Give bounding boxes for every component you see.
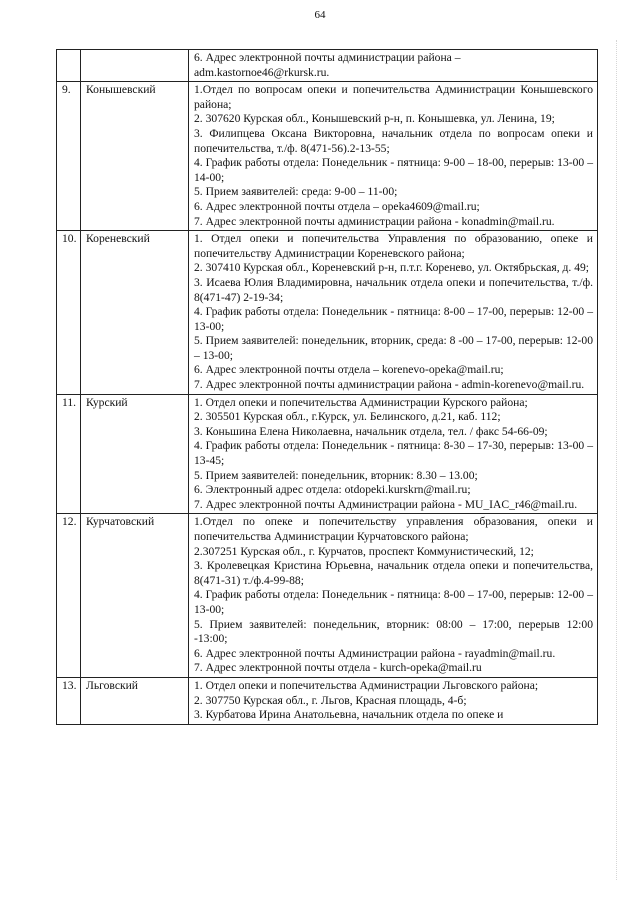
info-line: 1. Отдел опеки и попечительства Администрации Льговского района; — [194, 678, 539, 692]
district-name-cell: Конышевский — [81, 82, 189, 231]
district-name-cell: Кореневский — [81, 231, 189, 395]
info-line: 7. Адрес электронной почты администрации района - konadmin@mail.ru. — [194, 214, 555, 228]
table-row — [57, 514, 598, 678]
info-line: 3. Филипцева Оксана Викторовна, начальник отдела по вопросам опеки и попечительства, т./ф. 8(471-56).2-13-55; — [194, 126, 593, 155]
info-line: 6. Адрес электронной почты отдела – korenevo-opeka@mail.ru; — [194, 363, 504, 377]
district-name-cell — [81, 50, 189, 82]
contact-info-cell — [189, 82, 598, 231]
contact-info-cell — [189, 677, 598, 724]
info-line: 6. Адрес электронной почты администрации района – — [194, 51, 461, 64]
contact-info-cell — [189, 514, 598, 678]
info-line: 1.Отдел по опеке и попечительству управления образования, опеки и попечительства Администрации Курчатовского района; — [194, 515, 593, 543]
row-number-cell: 10. — [57, 231, 81, 395]
district-name-cell: Курский — [81, 394, 189, 514]
row-number-cell: 12. — [57, 514, 81, 678]
district-name-cell: Курчатовский — [81, 514, 189, 678]
row-number-cell: 13. — [57, 677, 81, 724]
scan-edge-artifact — [616, 40, 621, 880]
table-row — [57, 231, 598, 395]
info-line: 6. Адрес электронной почты отдела – opeka4609@mail.ru; — [194, 199, 480, 213]
info-line: 1. Отдел опеки и попечительства Администрации Курского района; — [194, 395, 528, 409]
info-line: 4. График работы отдела: Понедельник - пятница: 8-00 – 17-00, перерыв: 12-00 – 13-00; — [194, 588, 593, 616]
info-line: 3. Коньшина Елена Николаевна, начальник отдела, тел. / факс 54-66-09; — [194, 424, 548, 438]
row-number-cell: 9. — [57, 82, 81, 231]
info-line: 5. Прием заявителей: среда: 9-00 – 11-00; — [194, 185, 398, 199]
contact-info-cell — [189, 50, 598, 82]
row-number-cell: 11. — [57, 394, 81, 514]
info-line: 1. Отдел опеки и попечительства Управления по образованию, опеке и попечительству Администрации Кореневского района; — [194, 232, 593, 260]
info-line: adm.kastornoe46@rkursk.ru. — [194, 65, 330, 79]
info-line: 7. Адрес электронной почты отдела - kurch-opeka@mail.ru — [194, 661, 482, 675]
table-row — [57, 394, 598, 514]
info-line: 2. 307620 Курская обл., Конышевский р-н, п. Конышевка, ул. Ленина, 19; — [194, 112, 555, 126]
info-line: 3. Исаева Юлия Владимировна, начальник отдела опеки и попечительства, т./ф. 8(471-47) 2-19-34; — [194, 275, 593, 304]
district-name-cell: Льговский — [81, 677, 189, 724]
page-number: 64 — [314, 9, 326, 21]
table-row — [57, 82, 598, 231]
info-line: 1.Отдел по вопросам опеки и попечительства Администрации Конышевского района; — [194, 83, 593, 111]
info-line: 7. Адрес электронной почты Администрации района - MU_IAC_r46@mail.ru. — [194, 497, 578, 511]
info-line: 2. 305501 Курская обл., г.Курск, ул. Белинского, д.21, каб. 112; — [194, 410, 501, 424]
contact-info-cell — [189, 394, 598, 514]
table-row — [57, 677, 598, 724]
row-number-cell — [57, 50, 81, 82]
info-line: 2.307251 Курская обл., г. Курчатов, проспект Коммунистический, 12; — [194, 544, 534, 558]
info-line: 4. График работы отдела: Понедельник - пятница: 8-00 – 17-00, перерыв: 12-00 – 13-00; — [194, 305, 593, 333]
table-row — [57, 50, 598, 82]
info-line: 4. График работы отдела: Понедельник - пятница: 8-30 – 17-30, перерыв: 13-00 – 13-45; — [194, 439, 593, 468]
info-line: 3. Кролевецкая Кристина Юрьевна, начальник отдела опеки и попечительства, 8(471-31) т./ф.4-99-88; — [194, 559, 593, 587]
info-line: 5. Прием заявителей: понедельник, вторник, среда: 8 -00 – 17-00, перерыв: 12-00 – 13-00; — [194, 334, 593, 362]
info-line: 4. График работы отдела: Понедельник - пятница: 9-00 – 18-00, перерыв: 13-00 – 14-00; — [194, 156, 593, 184]
info-line: 7. Адрес электронной почты администрации района - admin-korenevo@mail.ru. — [194, 378, 585, 392]
info-line: 2. 307750 Курская обл., г. Льгов, Красная площадь, 4-б; — [194, 693, 467, 707]
info-line: 5. Прием заявителей: понедельник, вторник: 8.30 – 13.00; — [194, 468, 478, 482]
contact-info-cell — [189, 231, 598, 395]
info-line: 6. Электронный адрес отдела: otdopeki.kurskrn@mail.ru; — [194, 483, 471, 497]
district-guardianship-table — [56, 49, 598, 725]
info-line: 6. Адрес электронной почты Администрации района - rayadmin@mail.ru. — [194, 646, 556, 660]
info-line: 5. Прием заявителей: понедельник, вторник: 08:00 – 17:00, перерыв 12:00 -13:00; — [194, 617, 593, 646]
info-line: 2. 307410 Курская обл., Кореневский р-н, п.т.г. Коренево, ул. Октябрьская, д. 49; — [194, 261, 590, 275]
info-line: 3. Курбатова Ирина Анатольевна, начальник отдела по опеке и — [194, 708, 504, 722]
